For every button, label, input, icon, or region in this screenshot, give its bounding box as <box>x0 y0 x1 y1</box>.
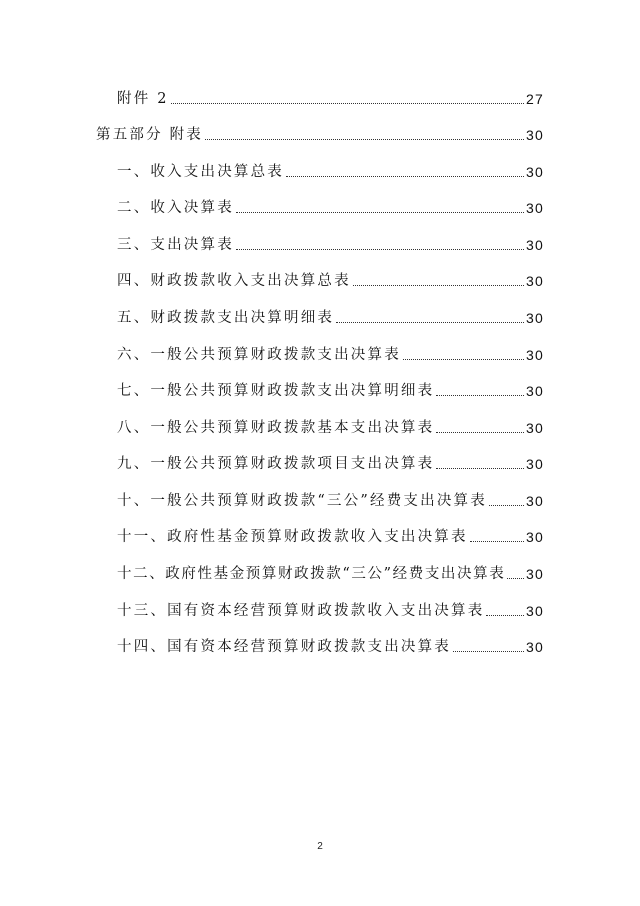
dot-leader <box>436 432 524 433</box>
toc-entry-title: 八、一般公共预算财政拨款基本支出决算表 <box>117 420 435 436</box>
toc-entry-table-14[interactable] <box>117 632 544 656</box>
toc-entry-title: 一、收入支出决算总表 <box>117 164 284 180</box>
toc-entry-title: 九、一般公共预算财政拨款项目支出决算表 <box>117 456 435 472</box>
toc-entry-page: 30 <box>526 566 544 582</box>
toc-entry-title: 十三、国有资本经营预算财政拨款收入支出决算表 <box>117 603 485 619</box>
toc-entry-table-11[interactable] <box>117 522 544 546</box>
toc-entry-title: 十四、国有资本经营预算财政拨款支出决算表 <box>117 639 451 655</box>
toc-entry-page: 30 <box>526 164 544 180</box>
toc-entry-table-12[interactable] <box>117 559 544 583</box>
toc-entry-page: 30 <box>526 493 544 509</box>
dot-leader <box>236 249 524 250</box>
toc-entry-page: 30 <box>526 310 544 326</box>
dot-leader <box>486 615 524 616</box>
toc-entry-table-5[interactable] <box>117 303 544 327</box>
toc-entry-title: 二、收入决算表 <box>117 200 234 216</box>
toc-entry-page: 30 <box>526 456 544 472</box>
toc-entry-appendix-2[interactable] <box>117 84 544 108</box>
toc-entry-table-10[interactable] <box>117 486 544 510</box>
toc-entry-page: 30 <box>526 603 544 619</box>
toc-entry-title: 十一、政府性基金预算财政拨款收入支出决算表 <box>117 529 468 545</box>
toc-entry-title: 附件 2 <box>117 91 169 107</box>
toc-entry-page: 30 <box>526 529 544 545</box>
page-number: 2 <box>317 841 323 852</box>
toc-entry-title: 十、一般公共预算财政拨款“三公”经费支出决算表 <box>117 493 487 509</box>
toc-entry-title: 十二、政府性基金预算财政拨款“三公”经费支出决算表 <box>117 566 506 582</box>
dot-leader <box>470 541 524 542</box>
dot-leader <box>453 651 524 652</box>
dot-leader <box>171 103 524 104</box>
toc-entry-page: 30 <box>526 383 544 399</box>
toc-entry-table-4[interactable] <box>117 266 544 290</box>
toc-entry-table-7[interactable] <box>117 376 544 400</box>
dot-leader <box>336 322 524 323</box>
toc-entry-table-6[interactable] <box>117 340 544 364</box>
toc-entry-title: 五、财政拨款支出决算明细表 <box>117 310 335 326</box>
toc-entry-title: 六、一般公共预算财政拨款支出决算表 <box>117 347 401 363</box>
toc-entry-table-2[interactable] <box>117 193 544 217</box>
toc-entry-table-8[interactable] <box>117 413 544 437</box>
dot-leader <box>489 505 524 506</box>
toc-entry-title: 三、支出决算表 <box>117 237 234 253</box>
toc-entry-page: 30 <box>526 127 544 143</box>
toc-entry-page: 30 <box>526 237 544 253</box>
dot-leader <box>436 468 524 469</box>
toc-entry-page: 30 <box>526 200 544 216</box>
toc-entry-page: 30 <box>526 420 544 436</box>
dot-leader <box>403 359 524 360</box>
toc-entry-table-9[interactable] <box>117 449 544 473</box>
toc-entry-part-five[interactable] <box>96 120 544 144</box>
toc-entry-page: 30 <box>526 639 544 655</box>
toc-entry-title: 第五部分 附表 <box>96 127 204 143</box>
toc-entry-title: 七、一般公共预算财政拨款支出决算明细表 <box>117 383 435 399</box>
dot-leader <box>286 176 524 177</box>
toc-entry-page: 27 <box>526 91 544 107</box>
dot-leader <box>436 395 524 396</box>
toc-entry-table-13[interactable] <box>117 596 544 620</box>
toc-entry-table-1[interactable] <box>117 157 544 181</box>
dot-leader <box>205 139 524 140</box>
toc-entry-page: 30 <box>526 347 544 363</box>
dot-leader <box>507 578 524 579</box>
toc-entry-page: 30 <box>526 273 544 289</box>
dot-leader <box>353 285 524 286</box>
toc-entry-table-3[interactable] <box>117 230 544 254</box>
dot-leader <box>236 212 524 213</box>
toc-entry-title: 四、财政拨款收入支出决算总表 <box>117 273 351 289</box>
